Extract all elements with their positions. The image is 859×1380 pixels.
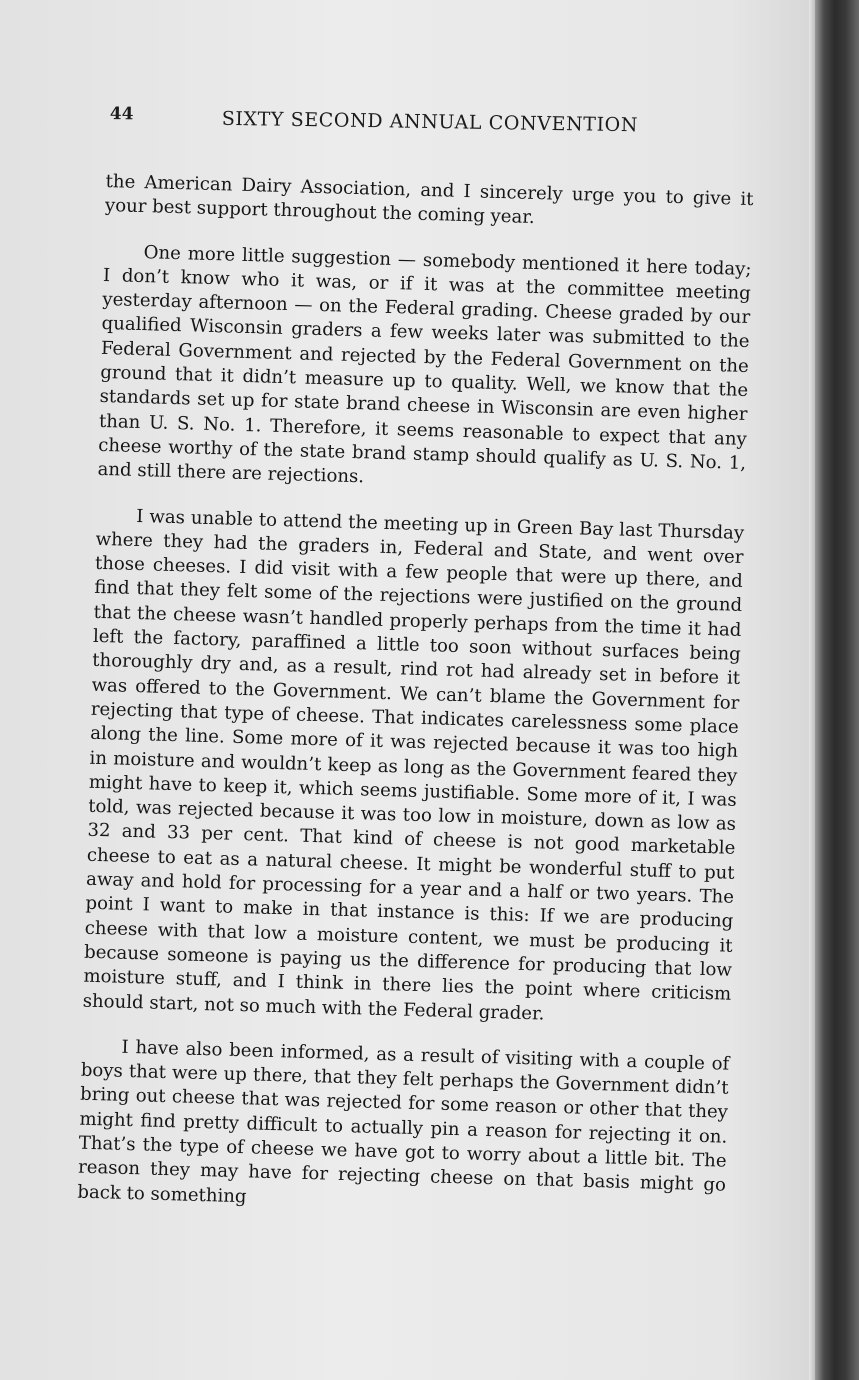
page-number: 44	[109, 104, 134, 125]
book-binding	[815, 0, 859, 1380]
body-text	[77, 170, 754, 1244]
paragraph-3: I was unable to attend the meeting up in Green Bay last Thursday where they had the graders in, Federal and State, and went over those cheeses. I did visit with a few people that were up there, and find that they felt some of the rejections were justified on the ground that the cheese wasn’t handled properly perhaps from the time it had left the factory, paraffined a little too soon without surfaces being thoroughly dry and, as a result, rind rot had already set in before it was offered to the Government. We can’t blame the Government for rejecting that type of cheese. That indicates carelessness some place along the line. Some more of it was rejected because it was too high in moisture and wouldn’t keep as long as the Government feared they might have to keep it, which seems justifiable. Some more of it, I was told, was rejected because it was too low in moisture, down as low as 32 and 33 per cent. That kind of cheese is not good marketable cheese to eat as a natural cheese. It might be wonderful stuff to put away and hold for processing for a year and a half or two years. The point I want to make in that instance is this: If we are producing cheese with that low a moisture content, we must be producing it because someone is paying us the difference for producing that low moisture stuff, and I think in there lies the point where criticism should start, not so much with the Federal grader.	[82, 505, 745, 1025]
paragraph-1: the American Dairy Association, and I sincerely urge you to give it your best support throughout the coming year.	[104, 170, 754, 229]
paragraph-2: One more little suggestion — somebody mentioned it here today; I don’t know who it was, or if it was at the committee meeting yesterday afternoon — on the Federal grading. Cheese graded by our qualified Wisconsin graders a few weeks later was submitted to the Federal Government and rejected by the Federal Government on the ground that it didn’t measure up to quality. Well, we know that the standards set up for state brand cheese in Wisconsin are even higher than U. S. No. 1. Therefore, it seems reasonable to expect that any cheese worthy of the state brand stamp should qualify as U. S. No. 1, and still there are rejections.	[97, 241, 752, 488]
running-head: SIXTY SECOND ANNUAL CONVENTION	[221, 107, 639, 137]
page-header	[109, 104, 650, 152]
paragraph-4: I have also been informed, as a result of visiting with a couple of boys that were up there, that they felt perhaps the Government didn’t bring out cheese that was rejected for some reason or other that they might find pretty difficult to actually pin a reason for rejecting it on. That’s the type of cheese we have got to worry about a little bit. The reason they may have for rejecting cheese on that basis might go back to something	[77, 1036, 730, 1207]
